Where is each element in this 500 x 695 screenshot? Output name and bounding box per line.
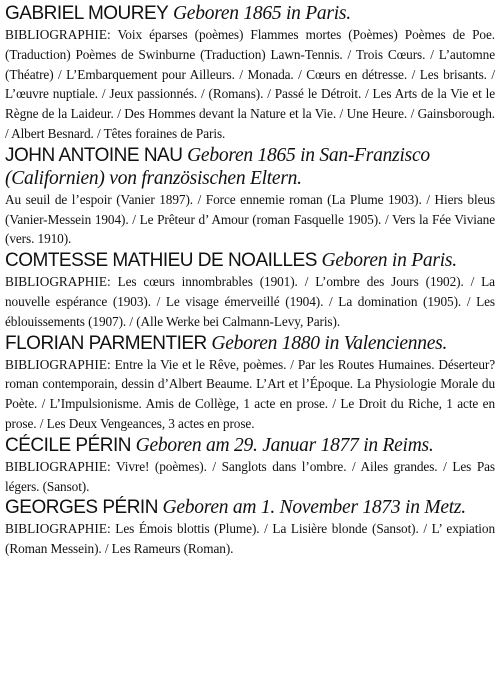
entry-cecile-perin — [5, 434, 495, 497]
author-birth: Geboren 1880 in Valenciennes. — [211, 332, 448, 354]
entry-comtesse-de-noailles — [5, 249, 495, 331]
bibliography-label: BIBLIOGRAPHIE: — [5, 27, 111, 42]
author-name: GEORGES PÉRIN — [5, 497, 158, 519]
bibliography — [5, 457, 495, 497]
entry-heading — [5, 434, 495, 457]
bibliography-text: Les cœurs innombrables (1901). / L’ombre des Jours (1902). / La nouvelle espérance (1903). / Le visage émerveillé (1904). / La domination (1905). / Les éblouissements (1907). / (Alle Werke bei Calmann-Levy, Paris). — [5, 274, 495, 329]
bibliography — [5, 25, 495, 144]
bibliography — [5, 190, 495, 249]
entry-heading — [5, 2, 495, 25]
bibliography-text: Voix éparses (poèmes) Flammes mortes (Poèmes) Poèmes de Poe. (Traduction) Poèmes de Swinburne (Traduction) Lawn-Tennis. / Trois Cœurs. / L’automne (Théatre) / L’Embarquement pour Ailleurs. / Monada. / Cœurs en détresse. / Les brisants. / L’œuvre nuptiale. / Jeux passionnés. / (Romans). / Passé le Détroit. / Les Arts de la Vie et le Règne de la Laideur. / Des Hommes devant la Nature et la Vie. / Une Heure. / Gainsborough. / Albert Besnard. / Têtes foraines de Paris. — [5, 27, 495, 141]
author-name: COMTESSE MATHIEU DE NOAILLES — [5, 250, 317, 272]
author-birth: Geboren am 1. November 1873 in Metz. — [162, 497, 466, 519]
entry-gabriel-mourey — [5, 2, 495, 144]
entry-georges-perin — [5, 496, 495, 559]
bibliography-label: BIBLIOGRAPHIE: — [5, 274, 111, 290]
bibliography-text: Vivre! (poèmes). / Sanglots dans l’ombre. / Ailes grandes. / Les Pas légers. (Sansot). — [5, 458, 496, 494]
bibliography — [5, 519, 495, 559]
entry-heading — [5, 332, 495, 355]
bibliography — [5, 272, 495, 331]
bibliography-label: BIBLIOGRAPHIE: — [5, 521, 111, 537]
bibliography-text: Les Émois blottis (Plume). / La Lisière blonde (Sansot). / L’ expiation (Roman Messein). / Les Rameurs (Roman). — [5, 521, 495, 557]
entry-john-antoine-nau — [5, 144, 495, 249]
author-name: GABRIEL MOUREY — [5, 3, 169, 24]
entry-florian-parmentier — [5, 332, 495, 434]
author-birth: Geboren 1865 in Paris. — [172, 3, 351, 24]
author-birth: Geboren am 29. Januar 1877 in Reims. — [135, 434, 434, 456]
entry-heading — [5, 144, 495, 190]
bibliography — [5, 355, 495, 434]
author-birth: Geboren in Paris. — [321, 250, 457, 272]
bibliography-label: BIBLIOGRAPHIE: — [5, 458, 111, 474]
bibliography-label: BIBLIOGRAPHIE: — [5, 356, 111, 372]
entry-heading — [5, 249, 495, 272]
entry-heading — [5, 496, 495, 519]
author-name: FLORIAN PARMENTIER — [5, 332, 207, 354]
bibliography-text: Entre la Vie et le Rêve, poèmes. / Par les Routes Humaines. Déserteur? roman contemporain, dessin d’Albert Beaume. L’Art et l’Époque. La Physiologie Morale du Poète. / L’Impulsionisme. Amis de Collège, 1 acte en prose. / Le Droit du Riche, 1 acte en prose. / Les Deux Vengeances, 3 actes en prose. — [5, 356, 495, 431]
author-birth: Geboren 1865 in San-Franzisco (Californien) von französischen Eltern. — [5, 144, 430, 189]
bibliography-text: Au seuil de l’espoir (Vanier 1897). / Force ennemie roman (La Plume 1903). / Hiers bleus (Vanier-Messein 1904). / Le Prêteur d’ Amour (roman Fasquelle 1905). / Vers la Fée Viviane (vers. 1910). — [5, 191, 495, 247]
author-name: CÉCILE PÉRIN — [5, 434, 131, 456]
author-name: JOHN ANTOINE NAU — [5, 144, 183, 166]
